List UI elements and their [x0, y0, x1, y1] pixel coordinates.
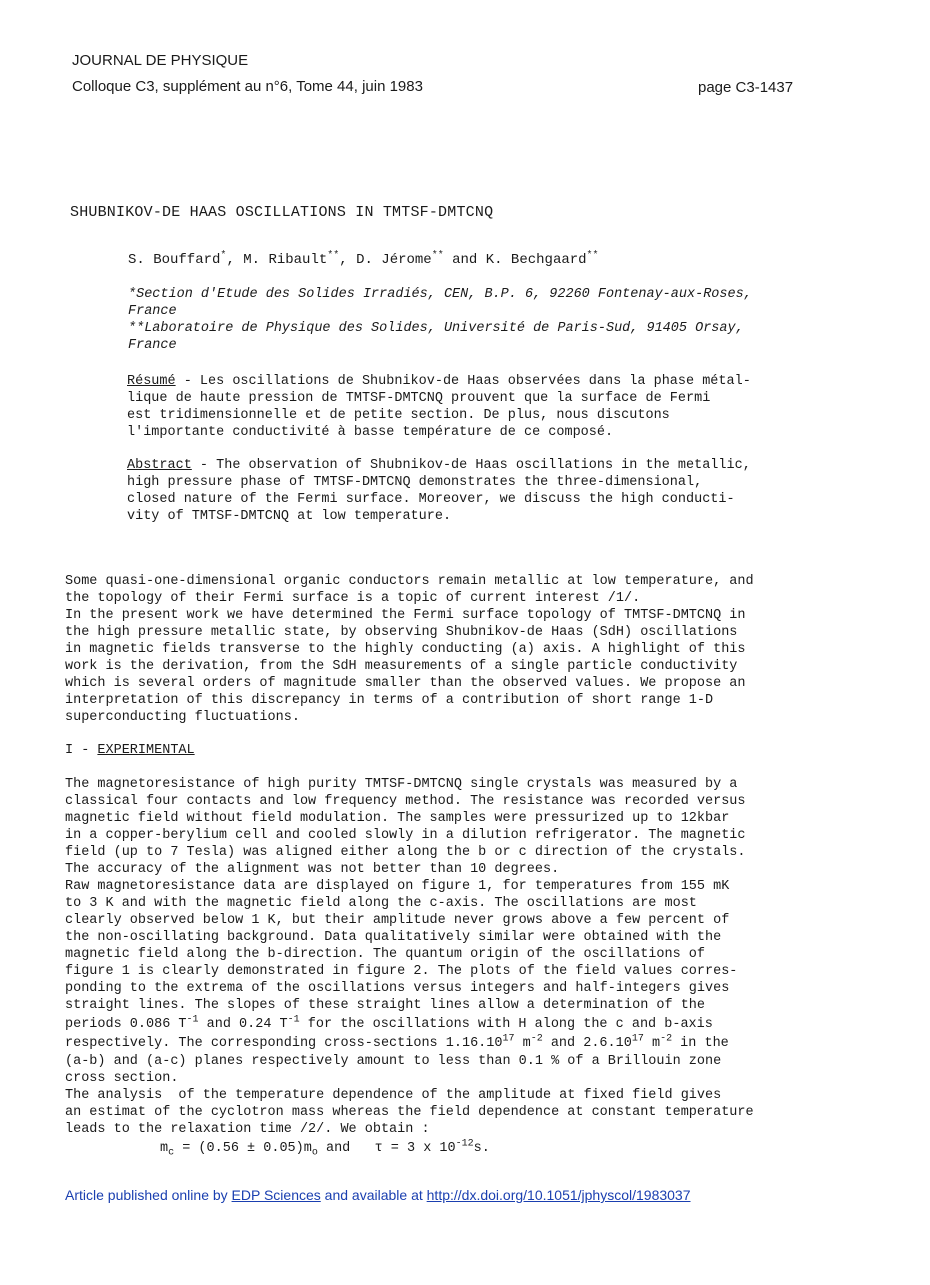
periods-text: periods 0.086 T — [65, 1017, 187, 1032]
exponent: -2 — [530, 1033, 543, 1045]
body-line: The analysis of the temperature dependence of the amplitude at fixed field gives — [65, 1088, 722, 1103]
author-3-mark: ** — [431, 250, 444, 262]
cross-text: and 2.6.10 — [542, 1036, 632, 1051]
body-line: the topology of their Fermi surface is a topic of current interest /1/. — [65, 591, 641, 606]
journal-name: JOURNAL DE PHYSIQUE — [72, 52, 249, 69]
body-line: Some quasi-one-dimensional organic conductors remain metallic at low temperature, and — [65, 574, 754, 589]
abstract-text: - The observation of Shubnikov-de Haas oscillations in the metallic, — [191, 458, 751, 473]
abstract-label: Abstract — [127, 458, 192, 473]
publication-footer — [65, 1187, 691, 1203]
author-4-mark: ** — [586, 250, 599, 262]
experimental-paragraph — [65, 777, 825, 1167]
resume-block — [127, 374, 827, 444]
body-line: magnetic field along the b-direction. The quantum origin of the oscillations of — [65, 947, 706, 962]
footer-text: Article published online by — [65, 1187, 232, 1203]
author-1-mark: * — [220, 250, 227, 262]
body-line: the non-oscillating background. Data qualitatively similar were obtained with the — [65, 930, 722, 945]
body-line: interpretation of this discrepancy in terms of a contribution of short range 1-D — [65, 693, 714, 708]
footer-text: and available at — [320, 1187, 427, 1203]
author-1: S. Bouffard — [128, 252, 221, 268]
resume-text: - Les oscillations de Shubnikov-de Haas observées dans la phase métal- — [175, 374, 751, 389]
body-line: In the present work we have determined the Fermi surface topology of TMTSF-DMTCNQ in — [65, 608, 746, 623]
colloque-info: Colloque C3, supplément au n°6, Tome 44, juin 1983 — [72, 78, 423, 95]
body-line: The magnetoresistance of high purity TMTSF-DMTCNQ single crystals was measured by a — [65, 777, 738, 792]
exponent: 17 — [631, 1033, 644, 1045]
periods-line — [65, 1014, 713, 1032]
resume-line — [127, 374, 751, 389]
affiliations — [128, 287, 828, 357]
equation-unit: s. — [473, 1141, 490, 1156]
paper-title: SHUBNIKOV-DE HAAS OSCILLATIONS IN TMTSF-DMTCNQ — [70, 204, 494, 221]
abstract-block — [127, 458, 827, 528]
body-line: in a copper-berylium cell and cooled slowly in a dilution refrigerator. The magnetic — [65, 828, 746, 843]
abstract-line: closed nature of the Fermi surface. Moreover, we discuss the high conducti- — [127, 492, 735, 507]
resume-line: lique de haute pression de TMTSF-DMTCNQ prouvent que la surface de Fermi — [127, 391, 711, 406]
section-heading — [65, 743, 195, 758]
equation — [160, 1138, 490, 1159]
intro-paragraph — [65, 574, 825, 729]
publisher-link[interactable]: EDP Sciences — [231, 1187, 321, 1203]
body-line: magnetic field without field modulation. The samples were pressurized up to 12kbar — [65, 811, 730, 826]
body-line: in magnetic fields transverse to the highly conducting (a) axis. A highlight of this — [65, 642, 746, 657]
affiliation-line: *Section d'Etude des Solides Irradiés, CEN, B.P. 6, 92260 Fontenay-aux-Roses, — [128, 287, 752, 302]
equation-text: and τ = 3 x 10 — [317, 1141, 456, 1156]
author-list — [128, 252, 599, 268]
resume-line: est tridimensionnelle et de petite section. De plus, nous discutons — [127, 408, 670, 423]
page-number: page C3-1437 — [698, 79, 794, 96]
cross-text: m — [514, 1036, 531, 1051]
body-line: cross section. — [65, 1071, 179, 1086]
body-line: clearly observed below 1 K, but their amplitude never grows above a few percent of — [65, 913, 730, 928]
body-line: superconducting fluctuations. — [65, 710, 300, 725]
cross-section-line — [65, 1033, 729, 1051]
cross-text: in the — [672, 1036, 729, 1051]
body-line: The accuracy of the alignment was not better than 10 degrees. — [65, 862, 560, 877]
resume-line: l'importante conductivité à basse température de ce composé. — [127, 425, 614, 440]
abstract-line: high pressure phase of TMTSF-DMTCNQ demonstrates the three-dimensional, — [127, 475, 703, 490]
abstract-line: vity of TMTSF-DMTCNQ at low temperature. — [127, 509, 452, 524]
affiliation-line: France — [128, 304, 177, 319]
exponent: -12 — [455, 1138, 474, 1150]
body-line: field (up to 7 Tesla) was aligned either along the b or c direction of the crystals. — [65, 845, 746, 860]
author-3: , D. Jérome — [339, 252, 432, 268]
subscript: o — [311, 1147, 318, 1159]
cross-text: m — [643, 1036, 661, 1051]
resume-label: Résumé — [127, 374, 176, 389]
exponent: 17 — [502, 1033, 515, 1045]
author-2-mark: ** — [327, 250, 340, 262]
body-line: work is the derivation, from the SdH measurements of a single particle conductivity — [65, 659, 738, 674]
exponent: -2 — [660, 1033, 673, 1045]
affiliation-line: **Laboratoire de Physique des Solides, Université de Paris-Sud, 91405 Orsay, — [128, 321, 744, 336]
body-line: leads to the relaxation time /2/. We obtain : — [65, 1122, 430, 1137]
subscript: c — [168, 1147, 175, 1159]
equation-symbol: m — [160, 1141, 169, 1156]
equation-text: = (0.56 ± 0.05)m — [174, 1141, 312, 1156]
author-2: , M. Ribault — [226, 252, 328, 268]
periods-text: and 0.24 T — [198, 1017, 288, 1032]
body-line: the high pressure metallic state, by observing Shubnikov-de Haas (SdH) oscillations — [65, 625, 738, 640]
author-4: and K. Bechgaard — [452, 252, 587, 268]
body-line: which is several orders of magnitude smaller than the observed values. We propose an — [65, 676, 746, 691]
periods-text: for the oscillations with H along the c and b-axis — [299, 1017, 713, 1032]
body-line: classical four contacts and low frequency method. The resistance was recorded versus — [65, 794, 746, 809]
body-line: figure 1 is clearly demonstrated in figure 2. The plots of the field values corres- — [65, 964, 738, 979]
body-line: an estimat of the cyclotron mass whereas the field dependence at constant temperature — [65, 1105, 754, 1120]
body-line: to 3 K and with the magnetic field along the c-axis. The oscillations are most — [65, 896, 697, 911]
body-line: straight lines. The slopes of these straight lines allow a determination of the — [65, 998, 706, 1013]
section-number: I - — [65, 743, 98, 758]
body-line: ponding to the extrema of the oscillations versus integers and half-integers gives — [65, 981, 730, 996]
body-line: (a-b) and (a-c) planes respectively amount to less than 0.1 % of a Brillouin zone — [65, 1054, 722, 1069]
body-line: Raw magnetoresistance data are displayed on figure 1, for temperatures from 155 mK — [65, 879, 730, 894]
affiliation-line: France — [128, 338, 177, 353]
exponent: -1 — [186, 1014, 199, 1026]
exponent: -1 — [287, 1014, 300, 1026]
section-title: EXPERIMENTAL — [97, 743, 195, 758]
abstract-line — [127, 458, 751, 473]
doi-link[interactable]: http://dx.doi.org/10.1051/jphyscol/1983037 — [426, 1187, 691, 1203]
cross-text: respectively. The corresponding cross-sections 1.16.10 — [65, 1036, 503, 1051]
